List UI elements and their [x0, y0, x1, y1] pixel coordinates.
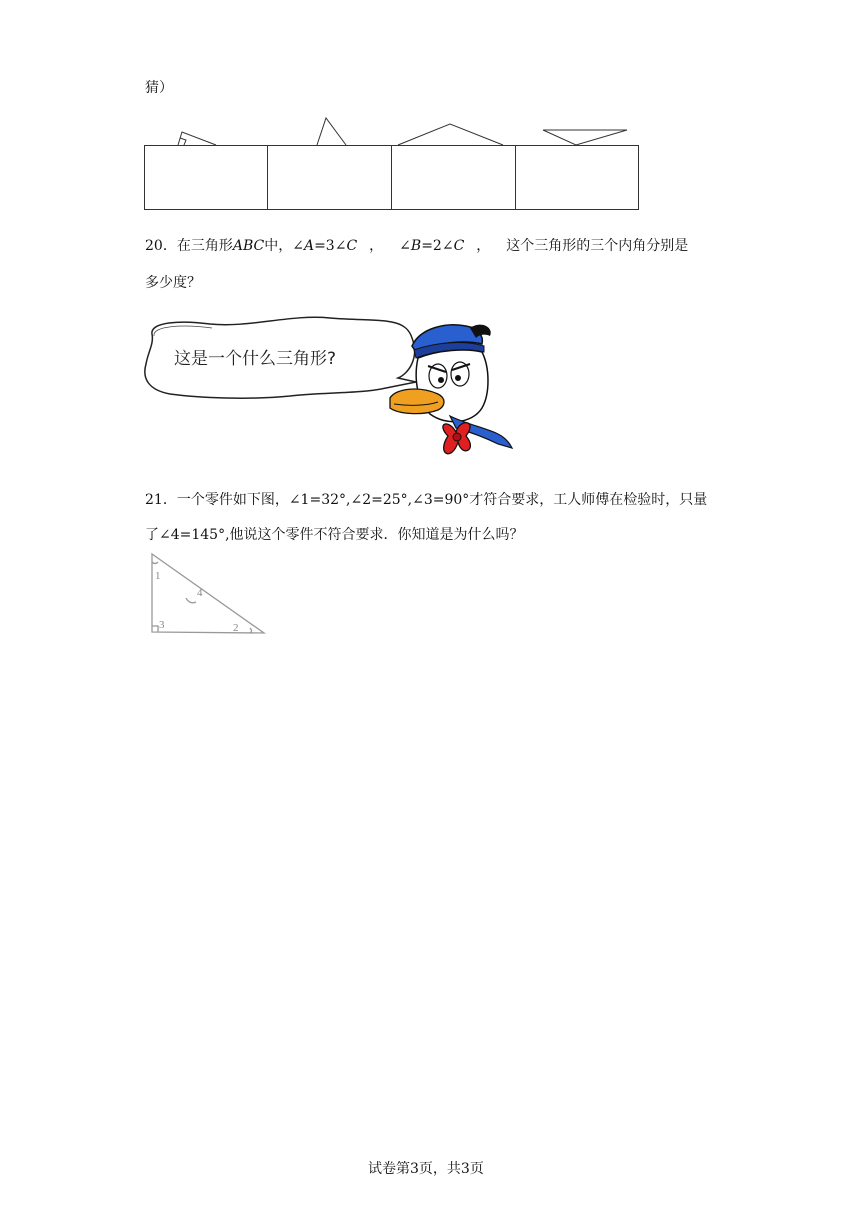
triangle-outline	[152, 554, 264, 633]
label-angle-4: 4	[197, 587, 203, 599]
acute-triangle-top	[317, 118, 346, 145]
speech-bubble-text: 这是一个什么三角形?	[174, 349, 337, 369]
right-angle-mark	[180, 138, 186, 145]
triangle-boxes-figure	[140, 112, 650, 216]
previous-question-tail: 猜）	[145, 80, 173, 96]
donald-duck-illustration	[386, 316, 516, 474]
label-angle-1: 1	[155, 570, 161, 582]
box-3	[392, 146, 516, 210]
angle-4-arc	[186, 598, 196, 603]
page-footer: 试卷第3页，共3页	[368, 1161, 484, 1177]
label-angle-2: 2	[233, 622, 239, 634]
part-triangle-figure	[144, 548, 270, 640]
angle-2-arc	[250, 628, 252, 633]
question-20-number: 20．	[145, 238, 177, 254]
right-angle-3-mark	[152, 626, 158, 632]
box-4	[516, 146, 639, 210]
question-20-line-1: 20．在三角形ABC中，∠A=3∠C ， ∠B=2∠C ， 这个三角形的三个内角分别是	[145, 238, 689, 254]
question-21-line-2: 了∠4=145°,他说这个零件不符合要求．你知道是为什么吗？	[145, 527, 524, 543]
right-triangle-top	[178, 132, 216, 145]
question-20-line-2: 多少度？	[145, 275, 201, 291]
vertex-1-arc	[152, 562, 158, 564]
box-2	[268, 146, 392, 210]
box-1	[145, 146, 268, 210]
question-21-number: 21．	[145, 492, 177, 508]
label-angle-3: 3	[159, 619, 165, 631]
obtuse-triangle-top	[398, 124, 503, 145]
inverted-obtuse-triangle-top	[543, 130, 627, 145]
question-21-line-1: 21．一个零件如下图，∠1=32°,∠2=25°,∠3=90°才符合要求，工人师傅在检验时，只量	[145, 492, 708, 508]
